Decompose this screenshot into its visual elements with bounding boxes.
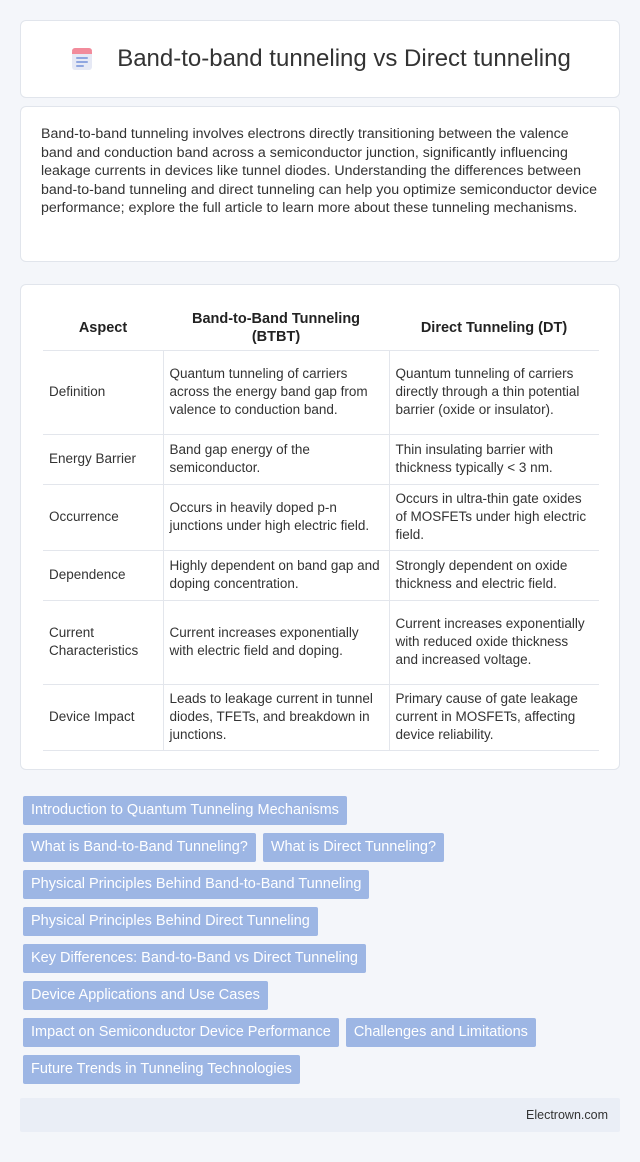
tag-row — [23, 796, 617, 825]
table-row — [43, 684, 599, 750]
tag-row — [23, 833, 617, 862]
tag-principles-btbt[interactable]: Physical Principles Behind Band-to-Band Tunneling — [23, 870, 369, 899]
table-row — [43, 434, 599, 484]
footer — [20, 1098, 620, 1132]
tag-row — [23, 1055, 617, 1084]
table-cell: Primary cause of gate leakage current in MOSFETs, affecting device reliability. — [389, 684, 599, 750]
table-row — [43, 350, 599, 434]
comparison-table — [43, 306, 599, 751]
table-cell: Definition — [43, 350, 163, 434]
tag-row — [23, 944, 617, 973]
tag-future-trends[interactable]: Future Trends in Tunneling Technologies — [23, 1055, 300, 1084]
topic-tags — [23, 796, 617, 1092]
tag-device-applications[interactable]: Device Applications and Use Cases — [23, 981, 268, 1010]
document-icon — [69, 46, 95, 72]
tag-introduction[interactable]: Introduction to Quantum Tunneling Mechanisms — [23, 796, 347, 825]
tag-principles-dt[interactable]: Physical Principles Behind Direct Tunneling — [23, 907, 318, 936]
tag-row — [23, 870, 617, 899]
table-cell: Device Impact — [43, 684, 163, 750]
intro-paragraph: Band-to-band tunneling involves electrons directly transitioning between the valence band and conduction band across a semiconductor junction, significantly influencing leakage currents in devices like tunnel diodes. Understanding the differences between band-to-band tunneling and direct tunneling can help you optimize semiconductor device performance; explore the full article to learn more about these tunneling mechanisms. — [41, 126, 598, 216]
column-header-dt: Direct Tunneling (DT) — [420, 319, 568, 336]
header-card — [20, 20, 620, 98]
tag-row — [23, 981, 617, 1010]
column-header-btbt: Band-to-Band Tunneling (BTBT) — [191, 310, 361, 345]
tag-what-is-btbt[interactable]: What is Band-to-Band Tunneling? — [23, 833, 256, 862]
table-cell: Energy Barrier — [43, 434, 163, 484]
comparison-table-card — [20, 284, 620, 770]
table-row — [43, 550, 599, 600]
intro-card — [20, 106, 620, 262]
table-cell: Occurs in ultra-thin gate oxides of MOSFETs under high electric field. — [389, 484, 599, 550]
table-cell: Occurs in heavily doped p-n junctions under high electric field. — [163, 484, 389, 550]
tag-row — [23, 907, 617, 936]
table-cell: Quantum tunneling of carriers directly through a thin potential barrier (oxide or insulator). — [389, 350, 599, 434]
tag-challenges[interactable]: Challenges and Limitations — [346, 1018, 536, 1047]
column-header-aspect: Aspect — [78, 319, 128, 336]
page-title: Band-to-band tunneling vs Direct tunneling — [117, 45, 571, 72]
table-cell: Quantum tunneling of carriers across the energy band gap from valence to conduction band. — [163, 350, 389, 434]
table-cell: Leads to leakage current in tunnel diodes, TFETs, and breakdown in junctions. — [163, 684, 389, 750]
table-cell: Occurrence — [43, 484, 163, 550]
table-cell: Highly dependent on band gap and doping concentration. — [163, 550, 389, 600]
table-cell: Current Characteristics — [43, 600, 163, 684]
table-cell: Band gap energy of the semiconductor. — [163, 434, 389, 484]
table-cell: Current increases exponentially with reduced oxide thickness and increased voltage. — [389, 600, 599, 684]
table-cell: Current increases exponentially with electric field and doping. — [163, 600, 389, 684]
table-row — [43, 600, 599, 684]
tag-row — [23, 1018, 617, 1047]
tag-key-differences[interactable]: Key Differences: Band-to-Band vs Direct Tunneling — [23, 944, 366, 973]
table-row — [43, 484, 599, 550]
tag-what-is-dt[interactable]: What is Direct Tunneling? — [263, 833, 444, 862]
table-cell: Dependence — [43, 550, 163, 600]
tag-impact-performance[interactable]: Impact on Semiconductor Device Performance — [23, 1018, 339, 1047]
footer-site-link[interactable]: Electrown.com — [526, 1108, 608, 1122]
table-cell: Thin insulating barrier with thickness typically < 3 nm. — [389, 434, 599, 484]
table-cell: Strongly dependent on oxide thickness and electric field. — [389, 550, 599, 600]
table-header-row — [43, 306, 599, 350]
